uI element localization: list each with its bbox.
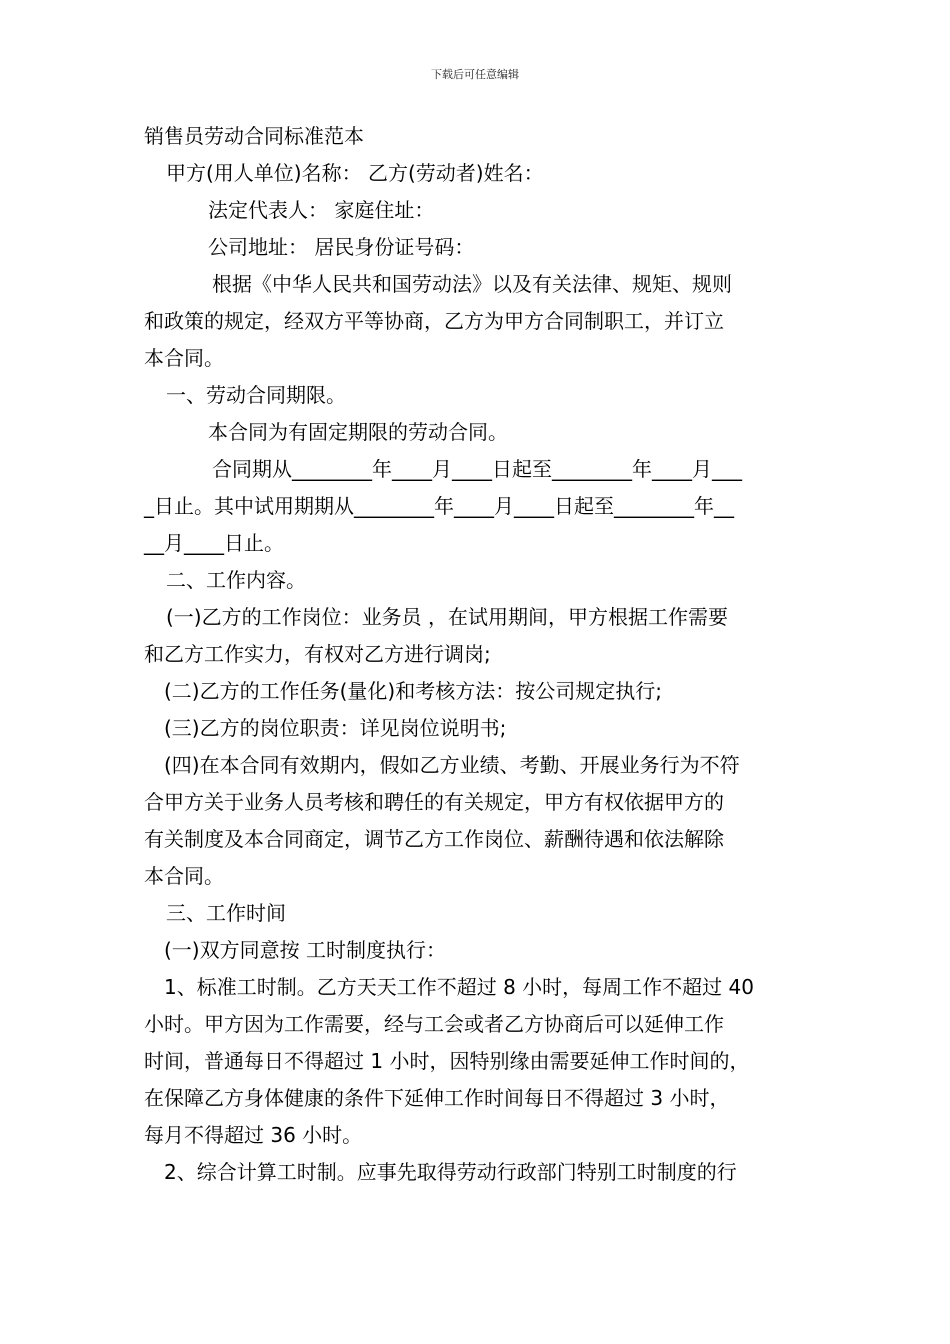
document-body <box>144 118 814 1191</box>
section-3-para-1: (一)双方同意按 工时制度执行： <box>164 938 446 962</box>
section-2-para-2: (二)乙方的工作任务(量化)和考核方法：按公司规定执行; <box>164 679 662 703</box>
intro-line-2: 和政策的规定，经双方平等协商，乙方为甲方合同制职工，并订立 <box>144 309 724 333</box>
party-line: 甲方(用人单位)名称： 乙方(劳动者)姓名： <box>166 161 544 185</box>
section-2-para-3: (三)乙方的岗位职责：详见岗位说明书; <box>164 716 507 740</box>
section-3-para-2-line-4: 在保障乙方身体健康的条件下延伸工作时间每日不得超过 3 小时， <box>144 1086 730 1110</box>
section-1-para-2-line-3: __月____日止。 <box>144 531 284 555</box>
section-2-para-1-line-1: (一)乙方的工作岗位：业务员 ，在试用期间，甲方根据工作需要 <box>166 605 728 629</box>
section-2-para-4-line-4: 本合同。 <box>144 864 224 888</box>
section-2-para-4-line-1: (四)在本合同有效期内，假如乙方业绩、考勤、开展业务行为不符 <box>164 753 740 777</box>
intro-line-1: 根据《中华人民共和国劳动法》以及有关法律、规矩、规则 <box>212 272 732 296</box>
intro-line-3: 本合同。 <box>144 346 224 370</box>
page-header: 下载后可任意编辑 <box>431 68 519 81</box>
document-title: 销售员劳动合同标准范本 <box>144 124 364 148</box>
section-3-para-2-line-3: 时间，普通每日不得超过 1 小时，因特别缘由需要延伸工作时间的， <box>144 1049 750 1073</box>
section-2-heading: 二、工作内容。 <box>166 568 306 592</box>
section-3-para-2-line-5: 每月不得超过 36 小时。 <box>144 1123 363 1147</box>
section-1-para-2-line-2: _日止。其中试用期期从________年____月____日起至________年__ <box>144 494 734 518</box>
address-line: 公司地址： 居民身份证号码： <box>208 235 475 259</box>
section-1-heading: 一、劳动合同期限。 <box>166 383 346 407</box>
section-1-para-1: 本合同为有固定期限的劳动合同。 <box>208 420 508 444</box>
section-3-heading: 三、工作时间 <box>166 901 286 925</box>
section-3-para-2-line-1: 1、标准工时制。乙方天天工作不超过 8 小时，每周工作不超过 40 <box>164 975 754 999</box>
section-2-para-1-line-2: 和乙方工作实力，有权对乙方进行调岗; <box>144 642 491 666</box>
section-1-para-2-line-1: 合同期从________年____月____日起至________年____月___ <box>212 457 742 481</box>
section-2-para-4-line-3: 有关制度及本合同商定，调节乙方工作岗位、薪酬待遇和依法解除 <box>144 827 724 851</box>
section-3-para-2-line-2: 小时。甲方因为工作需要，经与工会或者乙方协商后可以延伸工作 <box>144 1012 724 1036</box>
section-3-para-3: 2、综合计算工时制。应事先取得劳动行政部门特别工时制度的行 <box>164 1160 737 1184</box>
section-2-para-4-line-2: 合甲方关于业务人员考核和聘任的有关规定，甲方有权依据甲方的 <box>144 790 724 814</box>
representative-line: 法定代表人： 家庭住址： <box>208 198 435 222</box>
